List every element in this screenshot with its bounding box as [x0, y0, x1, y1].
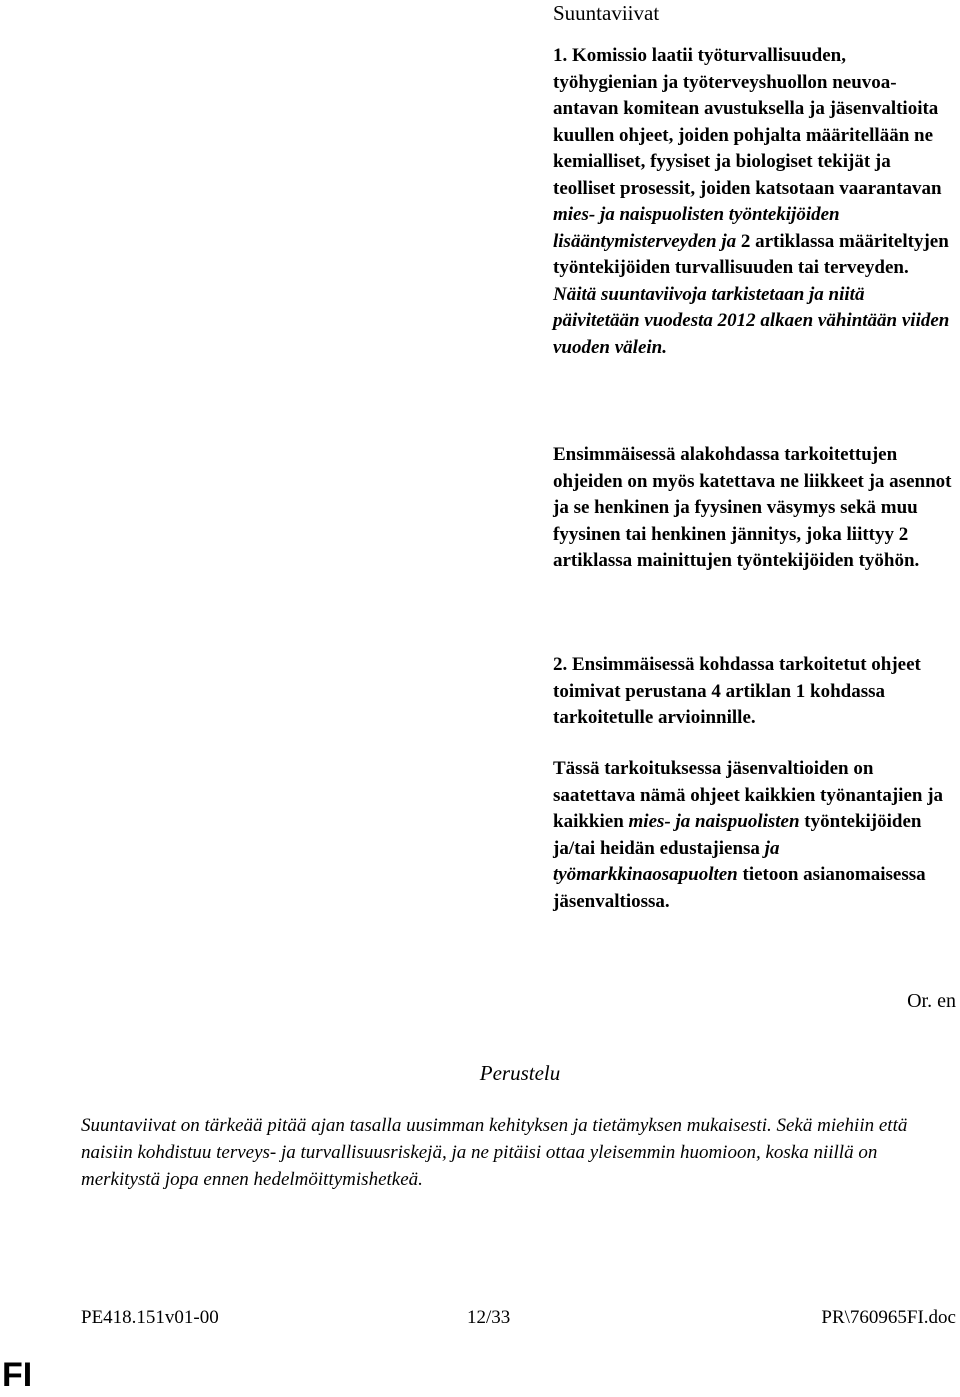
paragraph-1-text-d: Näitä suuntaviivoja tarkistetaan ja niitä päivitetään vuodesta 2012 alkaen vähintään viiden vuoden välein. [553, 283, 950, 358]
paragraph-3: 2. Ensimmäisessä kohdassa tarkoitetut ohjeet toimivat perustana 4 artiklan 1 kohdassa tarkoitetulle arvioinnille. [553, 654, 921, 728]
paragraph-1-text-a: 1. Komissio laatii työturvallisuuden, työhygienian ja työterveyshuollon neuvoa-antavan komitean avustuksella ja jäsenvaltioita kuullen ohjeet, joiden pohjalta määritellään ne kemialliset, fyysiset ja biologiset tekijät ja teolliset prosessit, joiden katsotaan vaarantavan [553, 45, 942, 199]
amendment-heading: Suuntaviivat [553, 1, 660, 25]
footer-reference: PE418.151v01-00 [81, 1307, 219, 1328]
paragraph-1-text-c: 2 artiklassa määriteltyjen työntekijöiden turvallisuuden tai terveyden. [553, 230, 949, 278]
paragraph-4-text-c: työntekijöiden ja/tai heidän edustajiensa [553, 811, 922, 859]
justification-text: Suuntaviivat on tärkeää pitää ajan tasalla uusimman kehityksen ja tietämyksen mukaisesti. Sekä miehiin että naisiin kohdistuu terveys- ja turvallisuusriskejä, ja ne pitäisi ottaa yleisemmin huomioon, koska niillä on merkitystä jopa ennen hedelmöittymishetkeä. [81, 1115, 908, 1190]
justification-title: Perustelu [479, 1061, 561, 1085]
original-language-note: Or. en [907, 990, 956, 1012]
paragraph-4-text-d: ja työmarkkinaosapuolten [553, 837, 780, 885]
paragraph-4-text-e: tietoon asianomaisessa jäsenvaltiossa. [553, 864, 926, 912]
paragraph-4-text-b: mies- ja naispuolisten [628, 811, 800, 832]
paragraph-4-text-a: Tässä tarkoituksessa jäsenvaltioiden on saatettava nämä ohjeet kaikkien työnantajien ja kaikkien [553, 758, 944, 832]
paragraph-4 [553, 756, 953, 915]
footer-page-number: 12/33 [467, 1307, 511, 1328]
page-footer [0, 1305, 960, 1331]
paragraph-1-text-b: mies- ja naispuolisten työntekijöiden lisääntymisterveyden ja [553, 204, 840, 252]
paragraph-2: Ensimmäisessä alakohdassa tarkoitettujen ohjeiden on myös katettava ne liikkeet ja asennot ja se henkinen ja fyysinen väsymys sekä muu fyysinen tai henkinen jännitys, joka liittyy 2 artiklassa mainittujen työntekijöiden työhön. [553, 444, 952, 571]
footer-filename: PR\760965FI.doc [821, 1307, 956, 1328]
language-code: FI [2, 1356, 33, 1394]
paragraph-1 [553, 43, 953, 361]
